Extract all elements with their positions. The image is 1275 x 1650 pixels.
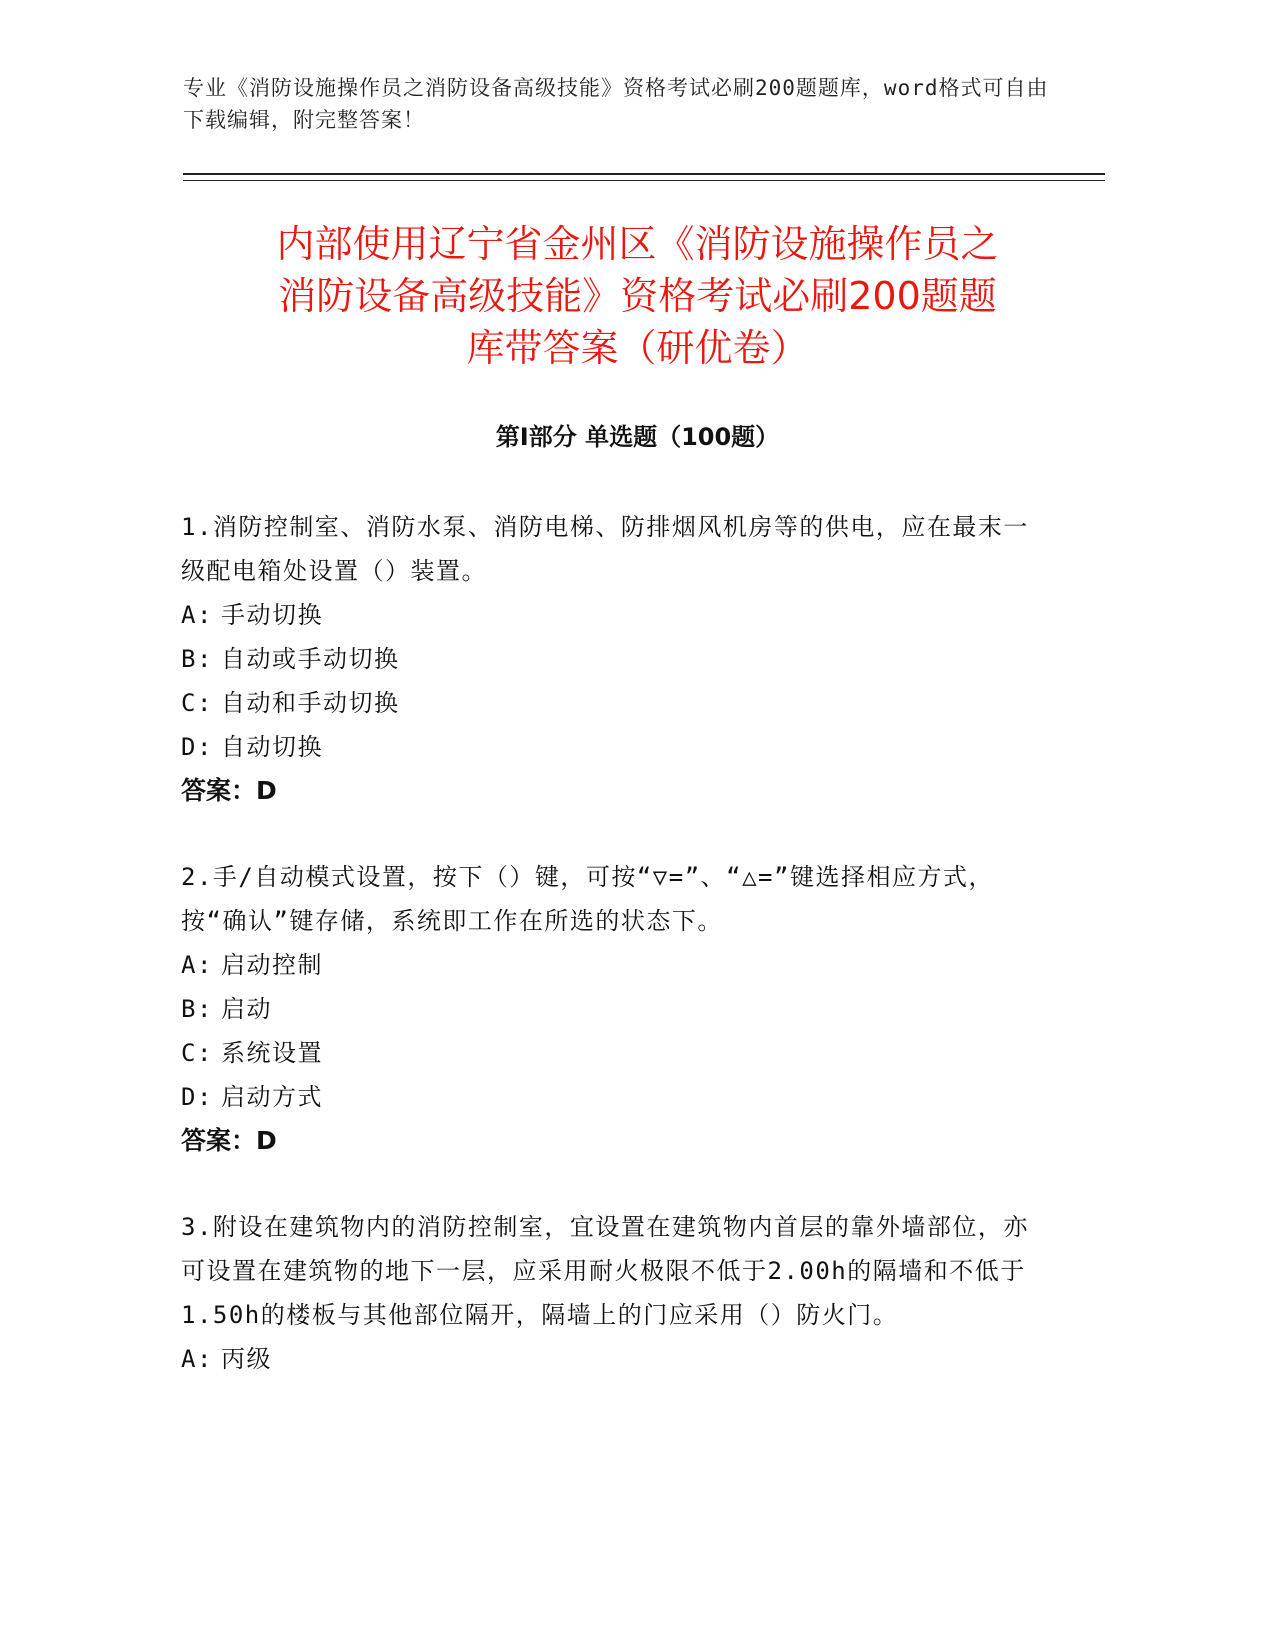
option-letter: A: — [181, 1345, 213, 1373]
option-letter: C: — [181, 689, 213, 717]
question-item — [181, 1205, 1041, 1381]
option-text: 自动和手动切换 — [221, 689, 400, 717]
title-line: 内部使用辽宁省金州区《消防设施操作员之 — [276, 222, 999, 266]
option-letter: B: — [181, 645, 213, 673]
title-line: 库带答案（研优卷） — [466, 326, 809, 370]
question-list — [181, 505, 1041, 1423]
option-b — [181, 987, 1041, 1031]
question-text: 3.附设在建筑物内的消防控制室，宜设置在建筑物内首层的靠外墙部位，亦可设置在建筑物的地下一层，应采用耐火极限不低于2.00h的隔墙和不低于1.50h的楼板与其他部位隔开，隔墙上的门应采用（）防火门。 — [181, 1213, 1029, 1329]
option-letter: D: — [181, 733, 213, 761]
option-d — [181, 1075, 1041, 1119]
header-note: 专业《消防设施操作员之消防设备高级技能》资格考试必刷200题题库，word格式可自由下载编辑，附完整答案！ — [183, 76, 1049, 132]
option-letter: B: — [181, 995, 213, 1023]
option-c — [181, 681, 1041, 725]
option-d — [181, 725, 1041, 769]
option-text: 丙级 — [221, 1345, 272, 1373]
option-letter: A: — [181, 951, 213, 979]
title-line: 消防设备高级技能》资格考试必刷200题题 — [278, 274, 997, 318]
option-a — [181, 593, 1041, 637]
option-text: 启动控制 — [221, 951, 323, 979]
header-rule-thin — [183, 180, 1105, 181]
question-text: 2.手/自动模式设置，按下（）键，可按“▽=”、“△=”键选择相应方式，按“确认”键存储，系统即工作在所选的状态下。 — [181, 863, 994, 935]
option-c — [181, 1031, 1041, 1075]
option-a — [181, 1337, 1041, 1381]
option-letter: D: — [181, 1083, 213, 1111]
option-letter: C: — [181, 1039, 213, 1067]
option-a — [181, 943, 1041, 987]
option-b — [181, 637, 1041, 681]
question-text: 1.消防控制室、消防水泵、消防电梯、防排烟风机房等的供电，应在最末一级配电箱处设置（）装置。 — [181, 513, 1029, 585]
option-text: 启动 — [221, 995, 272, 1023]
question-item — [181, 505, 1041, 813]
question-item — [181, 855, 1041, 1163]
document-title — [160, 218, 1115, 374]
option-text: 自动切换 — [221, 733, 323, 761]
answer-line: 答案：D — [181, 776, 277, 805]
answer-line: 答案：D — [181, 1126, 277, 1155]
option-text: 启动方式 — [221, 1083, 323, 1111]
section-heading: 第I部分 单选题（100题） — [495, 423, 780, 451]
option-text: 系统设置 — [221, 1039, 323, 1067]
option-letter: A: — [181, 601, 213, 629]
option-text: 自动或手动切换 — [221, 645, 400, 673]
header-rule-thick — [183, 173, 1105, 175]
option-text: 手动切换 — [221, 601, 323, 629]
